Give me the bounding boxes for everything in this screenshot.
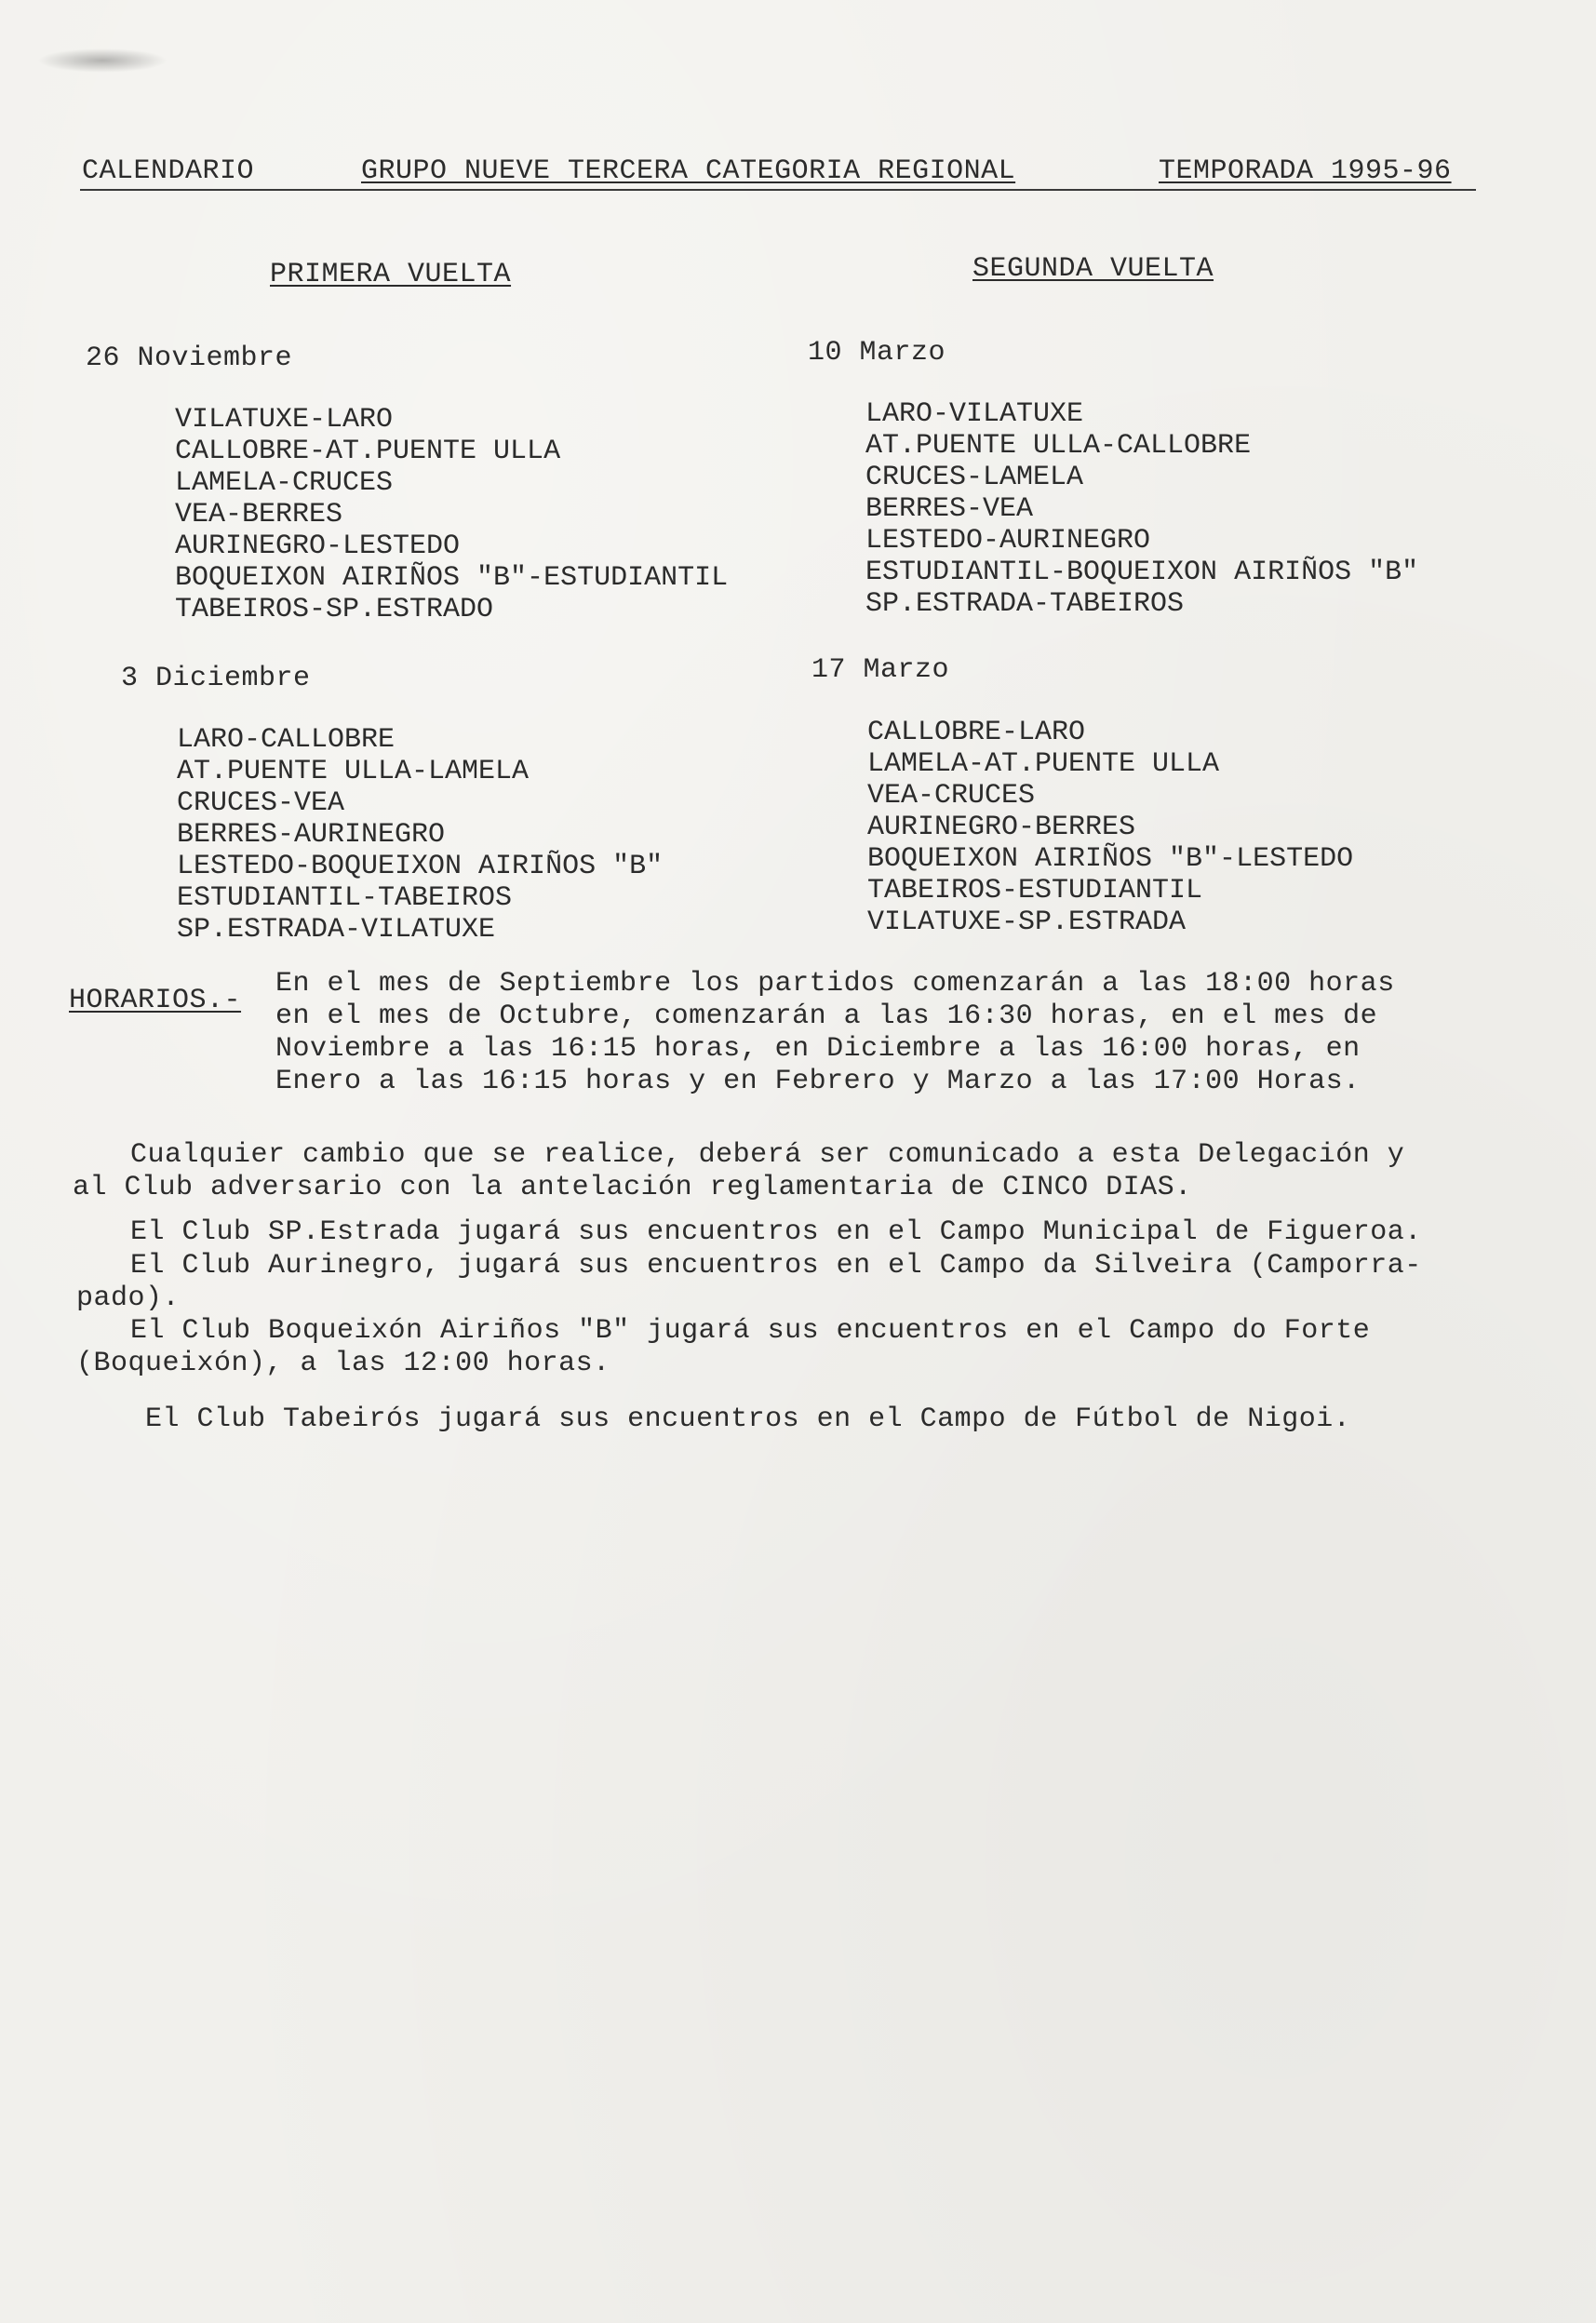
- match-item: BERRES-AURINEGRO: [177, 819, 446, 851]
- round-date-17-marzo: 17 Marzo: [811, 654, 950, 686]
- match-item: VEA-BERRES: [175, 499, 343, 530]
- match-item: CRUCES-LAMELA: [865, 462, 1084, 493]
- round-date-26-noviembre: 26 Noviembre: [86, 342, 293, 374]
- header-temporada: TEMPORADA 1995-96: [1159, 155, 1452, 187]
- match-item: CALLOBRE-AT.PUENTE ULLA: [175, 436, 561, 467]
- match-list-10-marzo: [865, 398, 1418, 620]
- header-grupo: GRUPO NUEVE TERCERA CATEGORIA REGIONAL: [361, 155, 1016, 187]
- match-item: ESTUDIANTIL-TABEIROS: [177, 882, 513, 914]
- match-item: LARO-CALLOBRE: [177, 724, 396, 756]
- match-list-17-marzo: [867, 717, 1353, 938]
- match-item: BOQUEIXON AIRIÑOS "B"-LESTEDO: [867, 843, 1354, 875]
- primera-vuelta-title: PRIMERA VUELTA: [270, 259, 512, 290]
- match-item: AT.PUENTE ULLA-CALLOBRE: [865, 430, 1252, 462]
- note-cambio-line: Cualquier cambio que se realice, deberá ser comunicado a esta Delegación y: [130, 1139, 1405, 1171]
- horarios-label: HORARIOS.-: [69, 985, 242, 1016]
- match-item: BERRES-VEA: [865, 493, 1034, 525]
- horarios-line: Noviembre a las 16:15 horas, en Diciembre a las 16:00 horas, en: [275, 1033, 1361, 1065]
- horarios-line: en el mes de Octubre, comenzarán a las 16:30 horas, en el mes de: [275, 1000, 1378, 1032]
- match-item: VILATUXE-SP.ESTRADA: [867, 906, 1187, 938]
- match-item: TABEIROS-SP.ESTRADO: [175, 594, 494, 625]
- match-item: SP.ESTRADA-TABEIROS: [865, 588, 1185, 620]
- note-tabeiros: El Club Tabeirós jugará sus encuentros en el Campo de Fútbol de Nigoi.: [145, 1403, 1351, 1435]
- match-list-26-noviembre: [175, 404, 728, 625]
- horarios-line: Enero a las 16:15 horas y en Febrero y Marzo a las 17:00 Horas.: [275, 1066, 1361, 1097]
- match-item: LESTEDO-AURINEGRO: [865, 525, 1151, 557]
- match-item: ESTUDIANTIL-BOQUEIXON AIRIÑOS "B": [865, 557, 1419, 588]
- match-item: VEA-CRUCES: [867, 780, 1036, 812]
- match-item: CRUCES-VEA: [177, 787, 345, 819]
- match-item: TABEIROS-ESTUDIANTIL: [867, 875, 1203, 906]
- match-list-3-diciembre: [177, 724, 663, 946]
- round-date-3-diciembre: 3 Diciembre: [121, 663, 311, 694]
- match-item: AT.PUENTE ULLA-LAMELA: [177, 756, 530, 787]
- match-item: LAMELA-AT.PUENTE ULLA: [867, 748, 1220, 780]
- match-item: CALLOBRE-LARO: [867, 717, 1086, 748]
- note-aurinegro-line: El Club Aurinegro, jugará sus encuentros en el Campo da Silveira (Camporra-: [130, 1250, 1422, 1282]
- match-item: AURINEGRO-BERRES: [867, 812, 1136, 843]
- segunda-vuelta-title: SEGUNDA VUELTA: [972, 253, 1214, 285]
- note-cambio-line: al Club adversario con la antelación reglamentaria de CINCO DIAS.: [73, 1172, 1192, 1203]
- note-estrada: El Club SP.Estrada jugará sus encuentros en el Campo Municipal de Figueroa.: [130, 1216, 1422, 1248]
- match-item: LAMELA-CRUCES: [175, 467, 394, 499]
- note-boqueixon-line: El Club Boqueixón Airiños "B" jugará sus encuentros en el Campo do Forte: [130, 1315, 1371, 1347]
- note-boqueixon-line: (Boqueixón), a las 12:00 horas.: [76, 1348, 610, 1379]
- header-calendario: CALENDARIO: [82, 155, 255, 187]
- horarios-line: En el mes de Septiembre los partidos comenzarán a las 18:00 horas: [275, 968, 1395, 1000]
- match-item: SP.ESTRADA-VILATUXE: [177, 914, 496, 946]
- match-item: BOQUEIXON AIRIÑOS "B"-ESTUDIANTIL: [175, 562, 729, 594]
- match-item: AURINEGRO-LESTEDO: [175, 530, 461, 562]
- note-aurinegro-line: pado).: [76, 1282, 181, 1314]
- header-underline: [80, 189, 1476, 191]
- match-item: LESTEDO-BOQUEIXON AIRIÑOS "B": [177, 851, 664, 882]
- match-item: VILATUXE-LARO: [175, 404, 394, 436]
- ink-smudge: [37, 48, 168, 73]
- match-item: LARO-VILATUXE: [865, 398, 1084, 430]
- round-date-10-marzo: 10 Marzo: [808, 337, 946, 369]
